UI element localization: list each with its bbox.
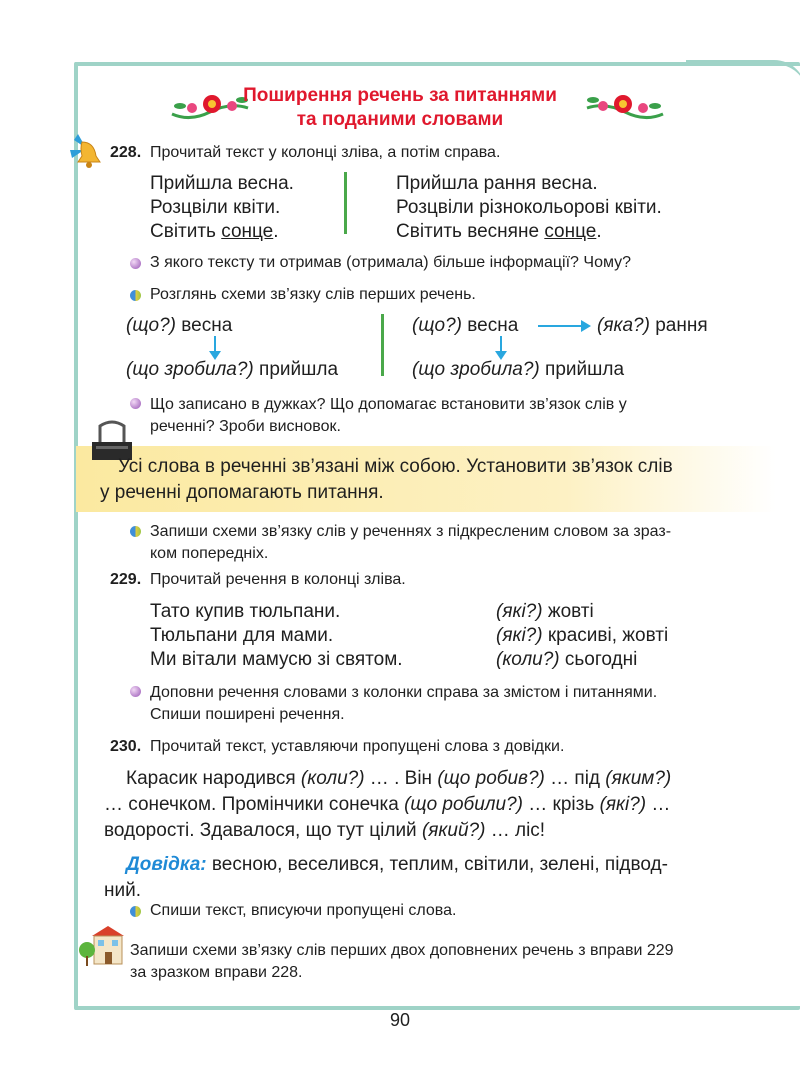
question-word: (яка?) — [597, 315, 650, 336]
arrow-down-icon — [214, 336, 216, 352]
ex230-line — [104, 766, 730, 792]
ex230-line — [104, 818, 730, 844]
schema-left-top — [126, 314, 232, 338]
exercise-229-number: 229. — [110, 571, 142, 588]
question-word: (які?) — [496, 625, 543, 646]
ex228-left-line-text: Світить — [150, 221, 222, 242]
ex229-task — [150, 682, 732, 726]
question-word: (які?) — [599, 794, 647, 815]
answer-word: рання — [649, 315, 708, 336]
rule-line1: Усі слова в реченні зв’язані між собою. Установити зв’язок слів — [118, 456, 673, 477]
text-run: … . Він — [364, 768, 438, 789]
ex230-task: Спиши текст, вписуючи пропущені слова. — [150, 902, 457, 919]
exercise-228-number: 228. — [110, 144, 142, 161]
rule-task-line1: Запиши схеми зв’язку слів у реченнях з підкресленим словом за зраз- — [150, 523, 672, 540]
answer-word: прийшла — [539, 359, 625, 380]
schema-right-mid — [597, 314, 708, 338]
answer-word: красиві, жовті — [542, 625, 669, 646]
ex230-paragraph — [104, 766, 730, 904]
ex228-question-3-line1: Що записано в дужках? Що допомагає встановити зв’язок слів у — [150, 396, 627, 413]
page-number: 90 — [389, 1010, 411, 1030]
exercise-230-instruction: Прочитай текст, уставляючи пропущені слова з довідки. — [150, 738, 565, 755]
question-word: (що зробила?) — [412, 359, 540, 380]
ex228-question-3-line2: реченні? Зроби висновок. — [150, 418, 341, 435]
bell-icon — [64, 128, 108, 172]
exercise-229-instruction: Прочитай речення в колонці зліва. — [150, 571, 406, 588]
question-word: (коли?) — [496, 649, 560, 670]
ex228-left-line: Розцвіли квіти. — [150, 197, 281, 218]
ex229-left-line: Тато купив тюльпани. — [150, 601, 341, 622]
schema-right-bottom — [412, 358, 624, 382]
exercise-228-instruction: Прочитай текст у колонці зліва, а потім справа. — [150, 144, 501, 161]
rule-line2: у реченні допомагають питання. — [100, 482, 384, 503]
arrow-down-icon — [500, 336, 502, 352]
ex229-right-line — [496, 648, 668, 672]
answer-word: сьогодні — [559, 649, 638, 670]
question-word: (коли?) — [300, 768, 365, 789]
text-run: водорості. Здавалося, що тут цілий — [104, 820, 422, 841]
ex228-right-column — [396, 172, 662, 244]
question-word: (що?) — [412, 315, 462, 336]
ex228-left-line: Прийшла весна. — [150, 173, 294, 194]
ex229-left-line: Тюльпани для мами. — [150, 625, 334, 646]
text-run: … — [646, 794, 671, 815]
ex228-left-line: Світить сонце. — [150, 221, 279, 242]
question-word: (що?) — [126, 315, 176, 336]
column-divider — [344, 172, 347, 234]
underlined-word: сонце — [221, 221, 274, 242]
ex228-right-line: Світить весняне сонце. — [396, 221, 602, 242]
question-word: (що робили?) — [404, 794, 523, 815]
dovidka-line — [104, 852, 730, 878]
ex228-question-2: Розглянь схеми зв’язку слів перших речень. — [150, 286, 476, 303]
ex229-right-line — [496, 624, 668, 648]
answer-word: жовті — [542, 601, 594, 622]
dovidka-words: весною, веселився, теплим, світили, зелені, підвод- — [206, 854, 668, 875]
ex228-question-3 — [150, 394, 732, 438]
answer-word: весна — [175, 315, 233, 336]
homework-line1: Запиши схеми зв’язку слів перших двох доповнених речень з вправи 229 — [130, 942, 674, 959]
question-word: (що зробила?) — [126, 359, 254, 380]
lesson-title — [160, 84, 640, 132]
bullet-icon — [130, 526, 141, 537]
question-word: (які?) — [496, 601, 543, 622]
ex228-right-line: Розцвіли різнокольорові квіти. — [396, 197, 662, 218]
lesson-title-line2: та поданими словами — [296, 109, 504, 130]
column-divider — [381, 314, 384, 376]
bullet-icon — [130, 686, 141, 697]
ex228-right-line: Прийшла рання весна. — [396, 173, 598, 194]
dovidka-line: ний. — [104, 880, 141, 901]
ex229-left-column — [150, 600, 403, 672]
homework-line2: за зразком вправи 228. — [130, 964, 303, 981]
underlined-word: сонце — [544, 221, 597, 242]
rule-text — [100, 454, 760, 506]
rule-task-line2: ком попередніх. — [150, 545, 269, 562]
ex228-left-column — [150, 172, 294, 244]
house-icon — [78, 924, 126, 968]
rule-task — [150, 521, 732, 565]
arrow-right-icon — [538, 325, 582, 327]
bullet-icon — [130, 398, 141, 409]
question-word: (що робив?) — [437, 768, 545, 789]
ex229-right-column — [496, 600, 668, 672]
ex229-right-line — [496, 600, 668, 624]
schema-right-top — [412, 314, 518, 338]
text-run: … сонечком. Промінчики сонечка — [104, 794, 405, 815]
ex229-task-line1: Доповни речення словами з колонки справа за змістом і питаннями. — [150, 684, 658, 701]
ex229-task-line2: Спиши поширені речення. — [150, 706, 345, 723]
ex228-question-1: З якого тексту ти отримав (отримала) більше інформації? Чому? — [150, 254, 632, 271]
exercise-230-number: 230. — [110, 738, 142, 755]
question-word: (яким?) — [605, 768, 672, 789]
text-run: … ліс! — [485, 820, 546, 841]
homework-task — [130, 940, 674, 984]
ex228-right-line-text: Світить весняне — [396, 221, 545, 242]
ex229-left-line: Ми вітали мамусю зі святом. — [150, 649, 403, 670]
lesson-title-line1: Поширення речень за питаннями — [243, 85, 557, 106]
bullet-icon — [130, 906, 141, 917]
text-run: … крізь — [523, 794, 600, 815]
dovidka-label: Довідка: — [126, 854, 207, 875]
question-word: (який?) — [421, 820, 486, 841]
answer-word: весна — [461, 315, 519, 336]
text-run: Карасик народився — [126, 768, 301, 789]
ex230-line — [104, 792, 730, 818]
schema-left-bottom — [126, 358, 338, 382]
bullet-icon — [130, 258, 141, 269]
answer-word: прийшла — [253, 359, 339, 380]
text-run: … під — [544, 768, 606, 789]
bullet-icon — [130, 290, 141, 301]
